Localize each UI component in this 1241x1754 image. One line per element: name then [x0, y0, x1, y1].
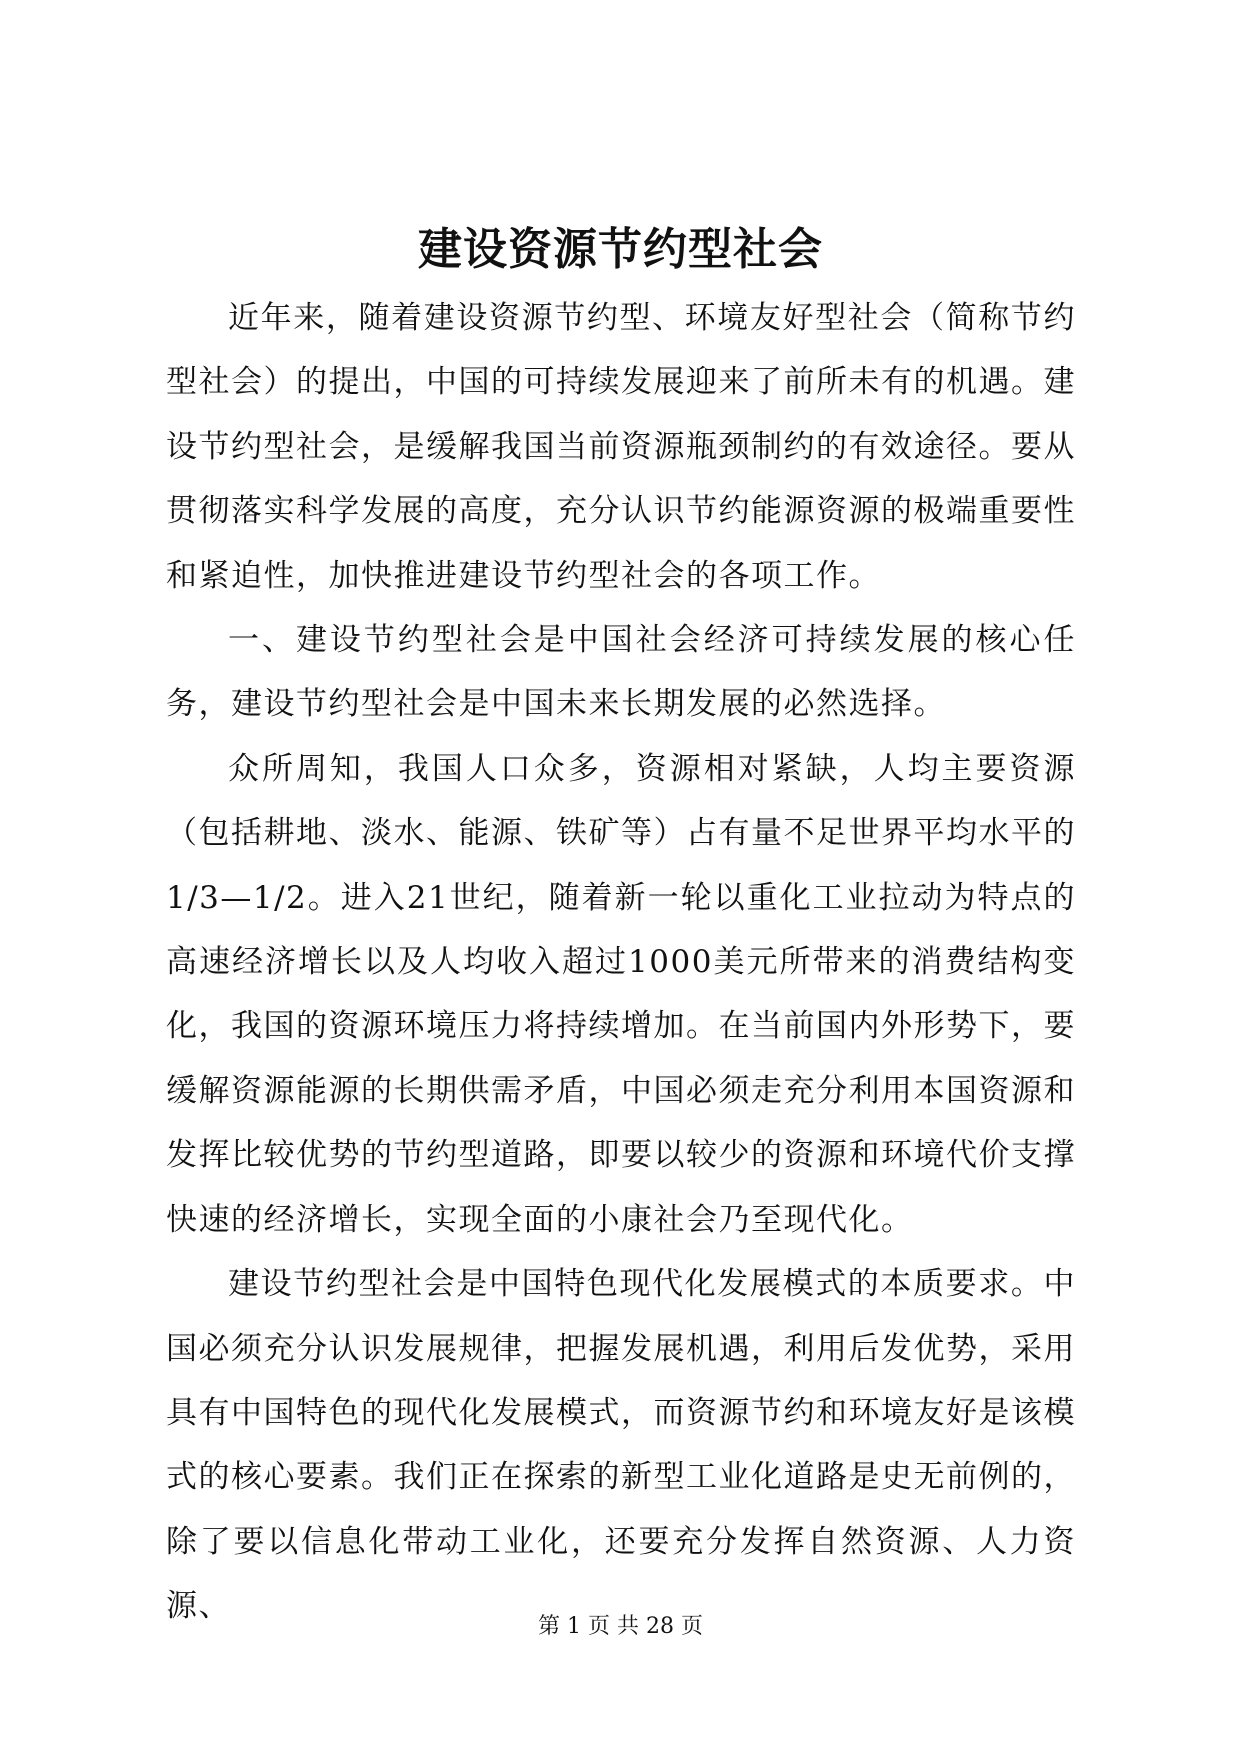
paragraph-intro: 近年来，随着建设资源节约型、环境友好型社会（简称节约型社会）的提出，中国的可持续发展迎来了前所未有的机遇。建设节约型社会，是缓解我国当前资源瓶颈制约的有效途径。要从贯彻落实科学发展的高度，充分认识节约能源资源的极端重要性和紧迫性，加快推进建设节约型社会的各项工作。 — [166, 300, 1076, 594]
document-body — [166, 286, 1076, 1639]
document-title: 建设资源节约型社会 — [418, 224, 823, 275]
paragraph-development-model: 建设节约型社会是中国特色现代化发展模式的本质要求。中国必须充分认识发展规律，把握发展机遇，利用后发优势，采用具有中国特色的现代化发展模式，而资源节约和环境友好是该模式的核心要素。我们正在探索的新型工业化道路是史无前例的，除了要以信息化带动工业化，还要充分发挥自然资源、人力资源、 — [166, 1266, 1076, 1625]
paragraph-resources: 众所周知，我国人口众多，资源相对紧缺，人均主要资源（包括耕地、淡水、能源、铁矿等）占有量不足世界平均水平的1/3—1/2。进入21世纪，随着新一轮以重化工业拉动为特点的高速经济增长以及人均收入超过1000美元所带来的消费结构变化，我国的资源环境压力将持续增加。在当前国内外形势下，要缓解资源能源的长期供需矛盾，中国必须走充分利用本国资源和发挥比较优势的节约型道路，即要以较少的资源和环境代价支撑快速的经济增长，实现全面的小康社会乃至现代化。 — [166, 750, 1076, 1238]
paragraph-section-one: 一、建设节约型社会是中国社会经济可持续发展的核心任务，建设节约型社会是中国未来长期发展的必然选择。 — [166, 622, 1076, 723]
page-number: 第 1 页 共 28 页 — [538, 1614, 703, 1639]
